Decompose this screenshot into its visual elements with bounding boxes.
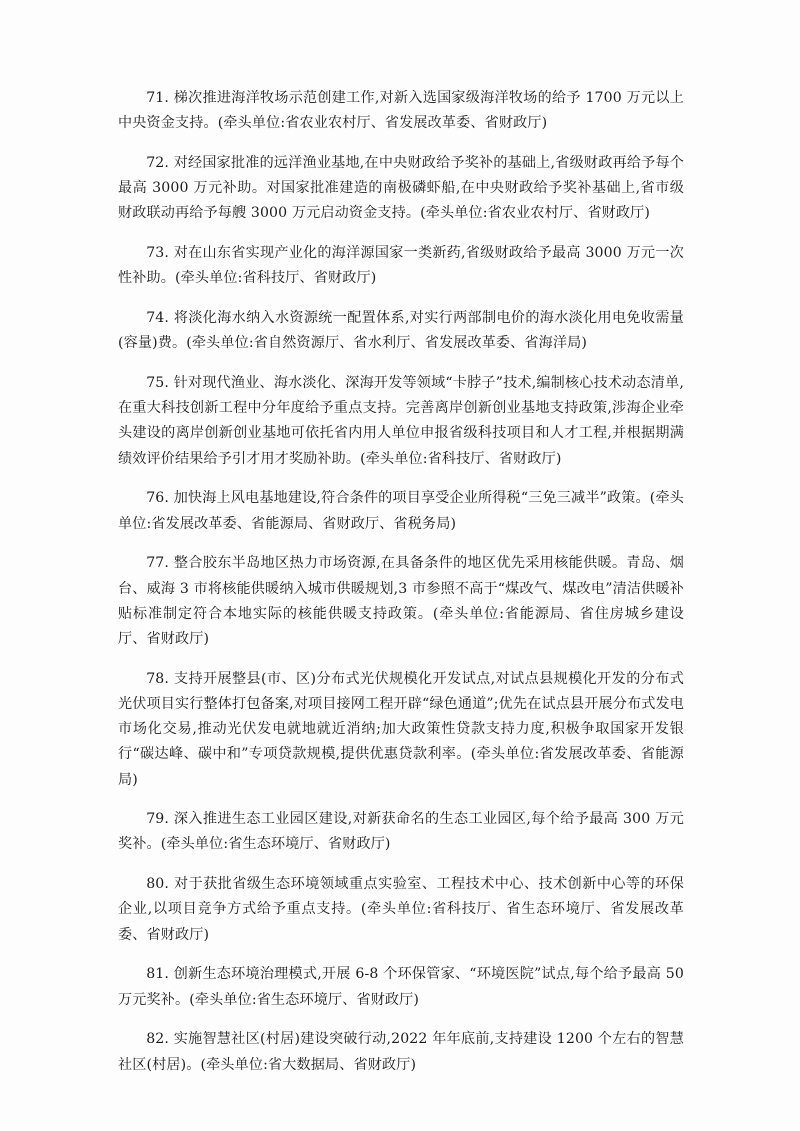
paragraph-72: 72. 对经国家批准的远洋渔业基地,在中央财政给予奖补的基础上,省级财政再给予每个最高 3000 万元补助。对国家批准建造的南极磷虾船,在中央财政给予奖补基础上,省市级财政联动再给予每艘 3000 万元启动资金支持。(牵头单位:省农业农村厅、省财政厅) [118,154,684,222]
paragraph-78: 78. 支持开展整县(市、区)分布式光伏规模化开发试点,对试点县规模化开发的分布式光伏项目实行整体打包备案,对项目接网工程开辟“绿色通道”;优先在试点县开展分布式发电市场化交易,推动光伏发电就地就近消纳;加大政策性贷款支持力度,积极争取国家开发银行“碳达峰、碳中和”专项贷款规模,提供优惠贷款利率。(牵头单位:省发展改革委、省能源局) [118,670,684,788]
paragraph-80: 80. 对于获批省级生态环境领域重点实验室、工程技术中心、技术创新中心等的环保企业,以项目竞争方式给予重点支持。(牵头单位:省科技厅、省生态环境厅、省发展改革委、省财政厅) [118,876,684,943]
paragraph-77: 77. 整合胶东半岛地区热力市场资源,在具备条件的地区优先采用核能供暖。青岛、烟台、威海 3 市将核能供暖纳入城市供暖规划,3 市参照不高于“煤改气、煤改电”清洁供暖补贴标准制定符合本地实际的核能供暖支持政策。(牵头单位:省能源局、省住房城乡建设厅、省财政厅) [118,555,684,647]
paragraph-74: 74. 将淡化海水纳入水资源统一配置体系,对实行两部制电价的海水淡化用电免收需量(容量)费。(牵头单位:省自然资源厅、省水利厅、省发展改革委、省海洋局) [118,310,684,352]
paragraph-79: 79. 深入推进生态工业园区建设,对新获命名的生态工业园区,每个给予最高 300 万元奖补。(牵头单位:省生态环境厅、省财政厅) [118,811,684,853]
paragraph-71: 71. 梯次推进海洋牧场示范创建工作,对新入选国家级海洋牧场的给予 1700 万元以上中央资金支持。(牵头单位:省农业农村厅、省发展改革委、省财政厅) [118,90,684,132]
paragraph-75: 75. 针对现代渔业、海水淡化、深海开发等领域“卡脖子”技术,编制核心技术动态清单,在重大科技创新工程中分年度给予重点支持。完善离岸创新创业基地支持政策,涉海企业牵头建设的离岸创新创业基地可依托省内用人单位申报省级科技项目和人才工程,并根据期满绩效评价结果给予引才用才奖励补助。(牵头单位:省科技厅、省财政厅) [118,374,684,467]
paragraph-82: 82. 实施智慧社区(村居)建设突破行动,2022 年年底前,支持建设 1200 个左右的智慧社区(村居)。(牵头单位:省大数据局、省财政厅) [118,1031,684,1073]
paragraph-76: 76. 加快海上风电基地建设,符合条件的项目享受企业所得税“三免三减半”政策。(牵头单位:省发展改革委、省能源局、省财政厅、省税务局) [118,490,684,532]
document-body [118,86,684,1078]
paragraph-73: 73. 对在山东省实现产业化的海洋源国家一类新药,省级财政给予最高 3000 万元一次性补助。(牵头单位:省科技厅、省财政厅) [118,245,684,287]
paragraph-81: 81. 创新生态环境治理模式,开展 6-8 个环保管家、“环境医院”试点,每个给予最高 50 万元奖补。(牵头单位:省生态环境厅、省财政厅) [118,966,684,1008]
